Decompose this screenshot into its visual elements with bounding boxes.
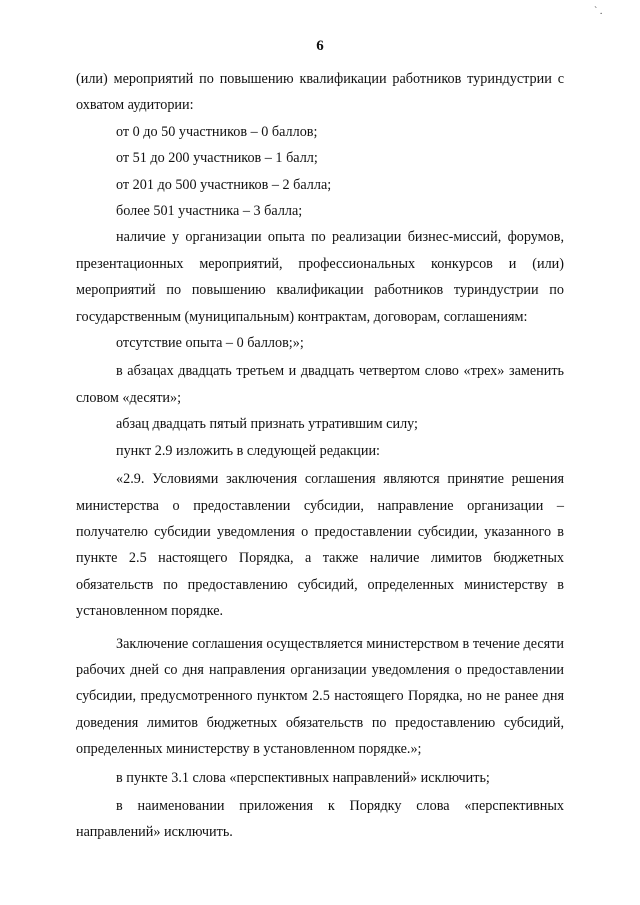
paragraph-amendment-3-1: в пункте 3.1 слова «перспективных направлений» исключить;	[116, 769, 490, 786]
paragraph-score-0: от 0 до 50 участников – 0 баллов;	[116, 123, 318, 140]
paragraph-amendment-appendix-title: в наименовании приложения к Порядку слова «перспективных направлений» исключить.	[76, 797, 564, 841]
paragraph-score-1: от 51 до 200 участников – 1 балл;	[116, 150, 318, 167]
paragraph-no-experience: отсутствие опыта – 0 баллов;»;	[116, 335, 304, 352]
document-body	[76, 66, 564, 846]
scan-corner-mark: ` .	[594, 6, 603, 17]
paragraph-score-2: от 201 до 500 участников – 2 балла;	[116, 176, 332, 193]
paragraph-amendment-2-9-intro: пункт 2.9 изложить в следующей редакции:	[116, 442, 380, 459]
paragraph-amendment-words: в абзацах двадцать третьем и двадцать четвертом слово «трех» заменить словом «десяти»;	[76, 363, 564, 406]
page-number: 6	[316, 38, 324, 54]
paragraph-clause-2-9: «2.9. Условиями заключения соглашения являются принятие решения министерства о предоставлении субсидии, направление организации – получателю субсидии уведомления о предоставлении субсидии, указанного в пункте 2.5 настоящего Порядка, а также наличие лимитов бюджетных обязательств по предоставлению субсидий, определенных министерству в установленном порядке.	[76, 471, 564, 620]
paragraph-experience-criterion: наличие у организации опыта по реализации бизнес-миссий, форумов, презентационных мероприятий, профессиональных конкурсов и (или) мероприятий по повышению квалификации работников туриндустрии по государственным (муниципальным) контрактам, договорам, соглашениям:	[76, 229, 564, 325]
paragraph-audience-continuation: (или) мероприятий по повышению квалификации работников туриндустрии с охватом аудитории:	[76, 71, 564, 114]
paragraph-amendment-repeal: абзац двадцать пятый признать утратившим силу;	[116, 416, 418, 433]
paragraph-score-3: более 501 участника – 3 балла;	[116, 203, 303, 220]
paragraph-agreement-conclusion: Заключение соглашения осуществляется министерством в течение десяти рабочих дней со дня направления организации уведомления о предоставлении субсидии, предусмотренного пунктом 2.5 настоящего Порядка, но не ранее дня доведения лимитов бюджетных обязательств по предоставлению субсидий, определенных министерству в установленном порядке.»;	[76, 635, 564, 758]
